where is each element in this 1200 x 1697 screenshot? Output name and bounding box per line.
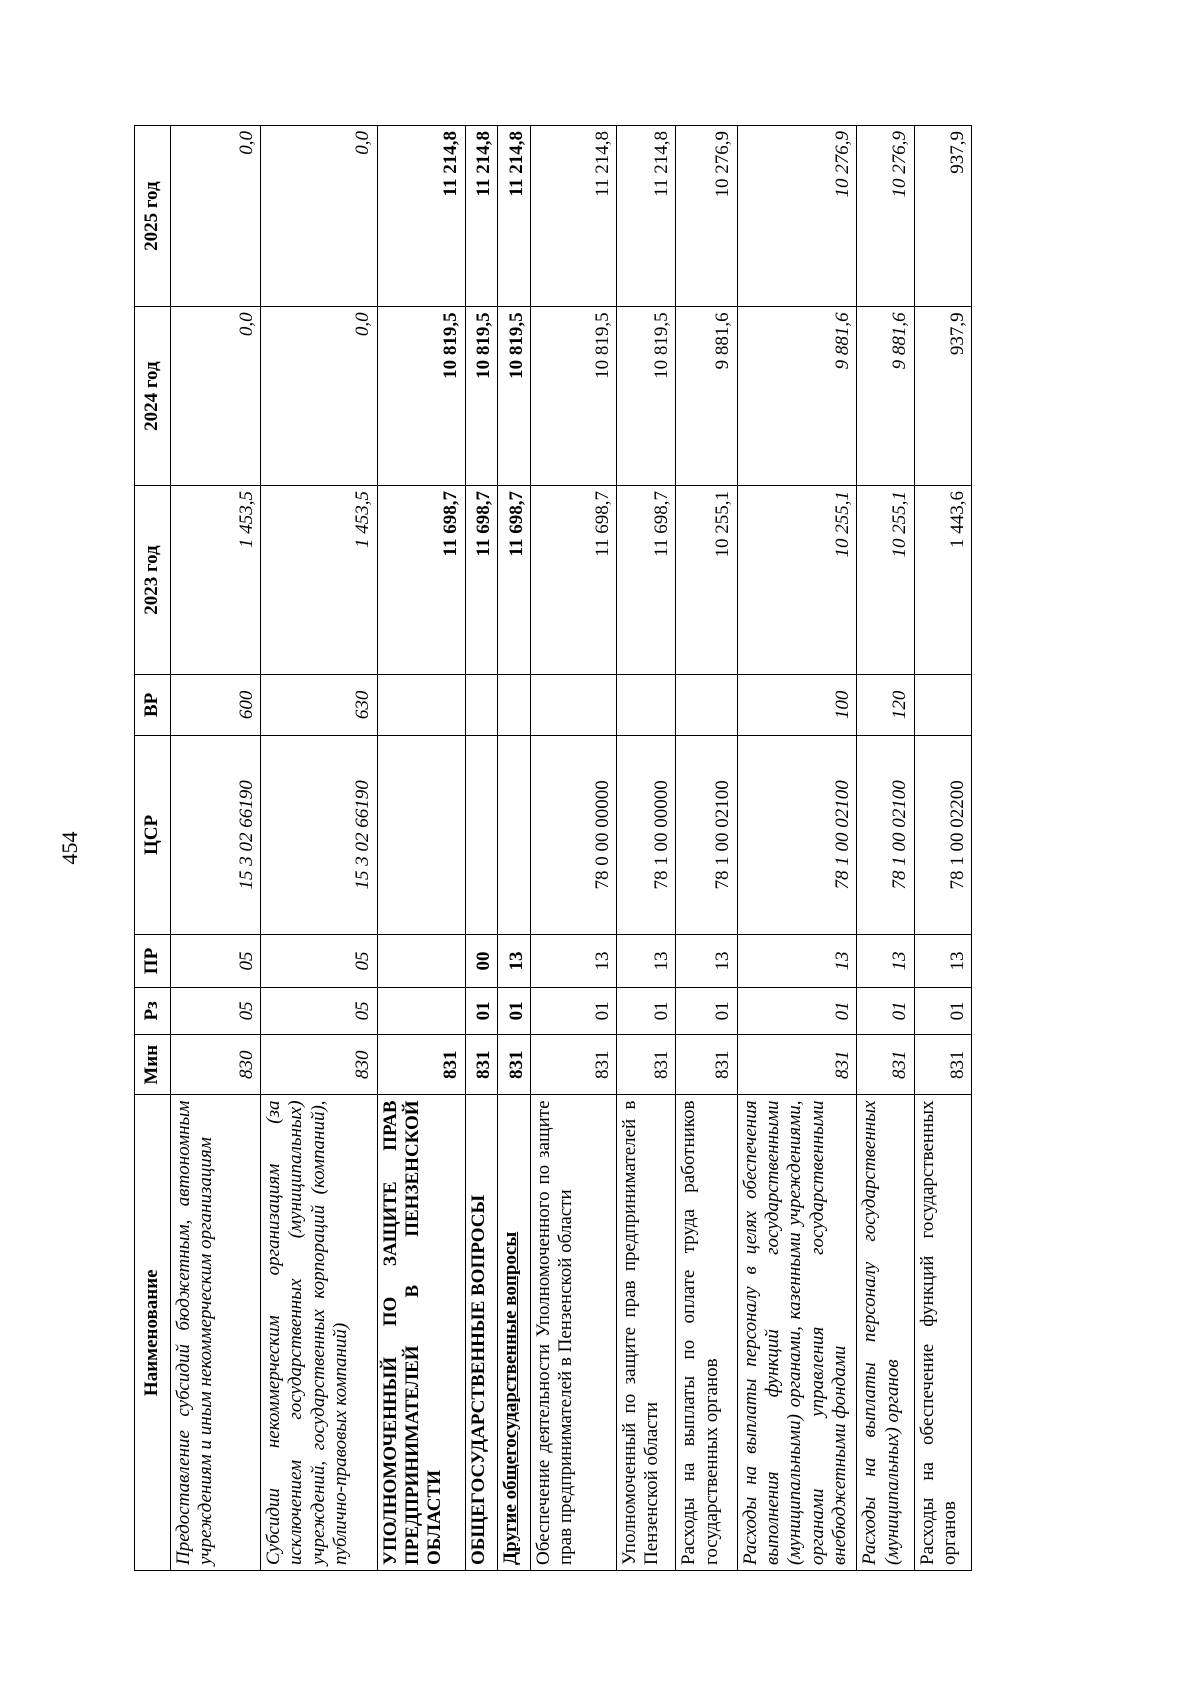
header-2025: 2025 год <box>135 126 171 307</box>
row-name-text: Расходы на выплаты персоналу в целях обеспечения выполнения функций государственными (муниципальными) органами, казенными учреждениями, органами управления государственными внебюджетными фондами <box>739 1100 851 1565</box>
cell-y2023: 11 698,7 <box>465 485 498 674</box>
cell-vr <box>531 675 617 735</box>
cell-y2025: 10 276,9 <box>676 126 737 307</box>
cell-min: 831 <box>377 1035 465 1095</box>
cell-vr <box>676 675 737 735</box>
cell-y2023: 10 255,1 <box>857 485 914 674</box>
cell-pr <box>377 935 465 988</box>
cell-name <box>676 1095 737 1571</box>
cell-min: 831 <box>737 1035 857 1095</box>
cell-y2023: 11 698,7 <box>531 485 617 674</box>
cell-name <box>465 1095 498 1571</box>
cell-pr: 00 <box>465 935 498 988</box>
cell-y2025: 10 276,9 <box>857 126 914 307</box>
cell-pr: 13 <box>676 935 737 988</box>
row-name-text: Уполномоченный по защите прав предпринимателей в Пензенской области <box>618 1100 663 1565</box>
header-name: Наименование <box>135 1095 171 1571</box>
cell-vr: 630 <box>261 675 378 735</box>
table-row <box>737 126 857 1571</box>
cell-min: 831 <box>498 1035 531 1095</box>
cell-name <box>377 1095 465 1571</box>
cell-csr: 78 1 00 00000 <box>616 735 675 935</box>
cell-min: 831 <box>857 1035 914 1095</box>
row-name-text: Обеспечение деятельности Уполномоченного по защите прав предпринимателей в Пензенской области <box>533 1100 577 1565</box>
cell-y2024: 10 819,5 <box>498 307 531 486</box>
cell-vr <box>498 675 531 735</box>
cell-pr: 13 <box>914 935 971 988</box>
cell-y2023: 11 698,7 <box>377 485 465 674</box>
cell-csr: 78 0 00 00000 <box>531 735 617 935</box>
cell-y2024: 10 819,5 <box>465 307 498 486</box>
cell-csr <box>377 735 465 935</box>
row-name-text: Другие общегосударственные вопросы <box>500 1231 522 1565</box>
row-name-text: Расходы на выплаты по оплате труда работников государственных органов <box>678 1100 722 1565</box>
cell-csr: 15 3 02 66190 <box>171 735 261 935</box>
table-row <box>377 126 465 1571</box>
header-min: Мин <box>135 1035 171 1095</box>
cell-y2023: 1 453,5 <box>261 485 378 674</box>
cell-name <box>857 1095 914 1571</box>
cell-min: 831 <box>616 1035 675 1095</box>
budget-table <box>134 125 972 1571</box>
row-name-text: Предоставление субсидий бюджетным, автономным учреждениям и иным некоммерческим организациям <box>173 1100 217 1565</box>
cell-name <box>171 1095 261 1571</box>
cell-csr: 15 3 02 66190 <box>261 735 378 935</box>
cell-min: 830 <box>261 1035 378 1095</box>
cell-rz: 01 <box>857 987 914 1034</box>
cell-name <box>498 1095 531 1571</box>
cell-y2025: 11 214,8 <box>616 126 675 307</box>
cell-pr: 13 <box>498 935 531 988</box>
cell-y2023: 10 255,1 <box>676 485 737 674</box>
row-name-text: Расходы на обеспечение функций государственных органов <box>916 1100 961 1565</box>
row-name-text: УПОЛНОМОЧЕННЫЙ ПО ЗАЩИТЕ ПРАВ ПРЕДПРИНИМАТЕЛЕЙ В ПЕНЗЕНСКОЙ ОБЛАСТИ <box>379 1100 446 1565</box>
cell-rz <box>377 987 465 1034</box>
cell-rz: 05 <box>261 987 378 1034</box>
header-pr: ПР <box>135 935 171 988</box>
cell-y2025: 0,0 <box>171 126 261 307</box>
cell-y2023: 1 453,5 <box>171 485 261 674</box>
table-row <box>171 126 261 1571</box>
table-row <box>616 126 675 1571</box>
cell-csr: 78 1 00 02100 <box>857 735 914 935</box>
cell-min: 831 <box>531 1035 617 1095</box>
cell-y2025: 937,9 <box>914 126 971 307</box>
cell-y2024: 0,0 <box>261 307 378 486</box>
cell-name <box>737 1095 857 1571</box>
table-row <box>531 126 617 1571</box>
cell-y2024: 9 881,6 <box>857 307 914 486</box>
table-body <box>171 126 972 1571</box>
page-number: 454 <box>57 831 82 865</box>
header-2024: 2024 год <box>135 307 171 486</box>
cell-y2025: 11 214,8 <box>465 126 498 307</box>
cell-pr: 13 <box>531 935 617 988</box>
row-name-text: Расходы на выплаты персоналу государственных (муниципальных) органов <box>859 1100 903 1565</box>
row-name-text: ОБЩЕГОСУДАРСТВЕННЫЕ ВОПРОСЫ <box>467 1194 489 1565</box>
table-header-row <box>135 126 171 1571</box>
table-row <box>914 126 971 1571</box>
cell-rz: 01 <box>498 987 531 1034</box>
cell-vr: 600 <box>171 675 261 735</box>
cell-pr: 05 <box>171 935 261 988</box>
cell-rz: 01 <box>676 987 737 1034</box>
cell-y2024: 9 881,6 <box>676 307 737 486</box>
cell-pr: 05 <box>261 935 378 988</box>
cell-y2023: 1 443,6 <box>914 485 971 674</box>
cell-vr <box>914 675 971 735</box>
cell-min: 830 <box>171 1035 261 1095</box>
cell-y2025: 11 214,8 <box>531 126 617 307</box>
cell-name <box>616 1095 675 1571</box>
cell-vr: 120 <box>857 675 914 735</box>
cell-name <box>914 1095 971 1571</box>
cell-csr: 78 1 00 02100 <box>676 735 737 935</box>
header-2023: 2023 год <box>135 485 171 674</box>
table-row <box>857 126 914 1571</box>
cell-y2025: 11 214,8 <box>377 126 465 307</box>
cell-min: 831 <box>465 1035 498 1095</box>
cell-name <box>261 1095 378 1571</box>
cell-y2024: 10 819,5 <box>531 307 617 486</box>
cell-min: 831 <box>914 1035 971 1095</box>
cell-y2023: 11 698,7 <box>498 485 531 674</box>
table-row <box>261 126 378 1571</box>
budget-table-container <box>134 125 972 1571</box>
header-csr: ЦСР <box>135 735 171 935</box>
table-row <box>676 126 737 1571</box>
cell-y2025: 0,0 <box>261 126 378 307</box>
cell-csr: 78 1 00 02200 <box>914 735 971 935</box>
cell-y2024: 10 819,5 <box>377 307 465 486</box>
cell-y2025: 10 276,9 <box>737 126 857 307</box>
cell-vr <box>377 675 465 735</box>
cell-csr <box>498 735 531 935</box>
cell-y2023: 10 255,1 <box>737 485 857 674</box>
cell-vr <box>616 675 675 735</box>
cell-y2025: 11 214,8 <box>498 126 531 307</box>
cell-min: 831 <box>676 1035 737 1095</box>
cell-pr: 13 <box>616 935 675 988</box>
cell-rz: 05 <box>171 987 261 1034</box>
cell-y2024: 10 819,5 <box>616 307 675 486</box>
cell-rz: 01 <box>465 987 498 1034</box>
row-name-text: Субсидии некоммерческим организациям (за исключением государственных (муниципальных) учреждений, государственных корпораций (компаний), публично-правовых компаний) <box>263 1100 352 1565</box>
cell-y2024: 9 881,6 <box>737 307 857 486</box>
cell-y2024: 0,0 <box>171 307 261 486</box>
cell-rz: 01 <box>914 987 971 1034</box>
table-row <box>465 126 498 1571</box>
cell-csr <box>465 735 498 935</box>
cell-rz: 01 <box>531 987 617 1034</box>
cell-vr <box>465 675 498 735</box>
header-vr: ВР <box>135 675 171 735</box>
cell-y2024: 937,9 <box>914 307 971 486</box>
cell-pr: 13 <box>857 935 914 988</box>
table-row <box>498 126 531 1571</box>
cell-name <box>531 1095 617 1571</box>
cell-y2023: 11 698,7 <box>616 485 675 674</box>
header-rz: Рз <box>135 987 171 1034</box>
cell-vr: 100 <box>737 675 857 735</box>
cell-pr: 13 <box>737 935 857 988</box>
cell-rz: 01 <box>737 987 857 1034</box>
cell-rz: 01 <box>616 987 675 1034</box>
cell-csr: 78 1 00 02100 <box>737 735 857 935</box>
